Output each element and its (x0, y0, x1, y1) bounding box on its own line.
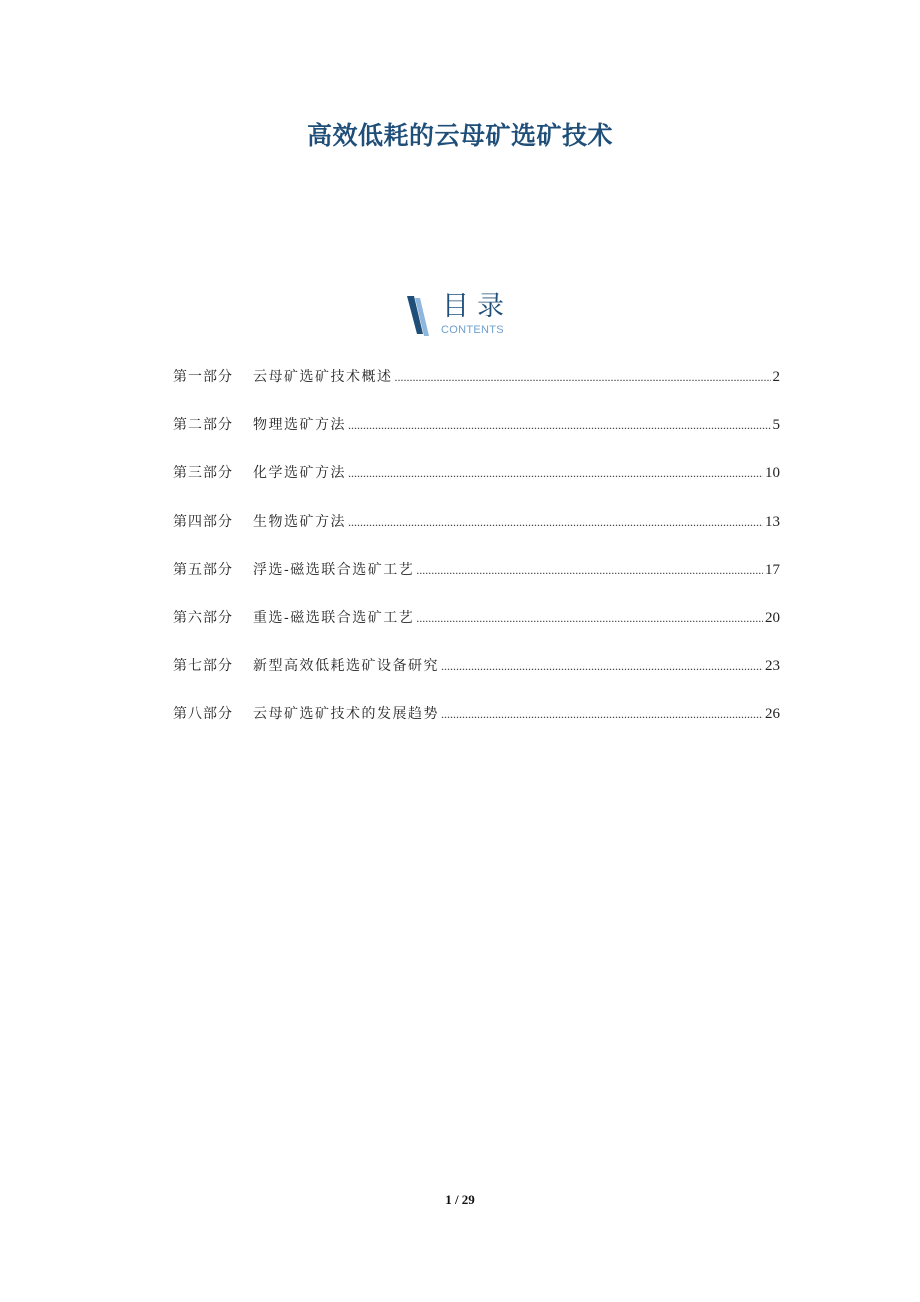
toc-title: 目录 (442, 291, 512, 322)
toc-list (173, 366, 780, 752)
toc-leader-dots (395, 370, 771, 385)
slanted-bars-icon (405, 294, 435, 338)
toc-entry-part: 第七部分 (173, 658, 233, 675)
toc-entry-title: 化学选矿方法 (253, 465, 346, 482)
toc-entry[interactable] (173, 607, 780, 655)
toc-entry-title: 新型高效低耗选矿设备研究 (253, 658, 439, 675)
toc-leader-dots (416, 563, 763, 578)
toc-entry-page: 23 (765, 658, 780, 675)
toc-entry[interactable] (173, 414, 780, 462)
document-title: 高效低耗的云母矿选矿技术 (306, 121, 613, 150)
toc-entry-part: 第四部分 (173, 513, 233, 530)
toc-entry-title: 生物选矿方法 (253, 513, 346, 530)
toc-entry-part: 第六部分 (173, 609, 233, 626)
toc-entry-page: 2 (772, 369, 780, 385)
toc-entry[interactable] (173, 655, 780, 703)
toc-leader-dots (441, 707, 763, 722)
toc-heading (405, 292, 535, 342)
toc-entry-part: 第二部分 (173, 417, 233, 434)
toc-entry[interactable] (173, 559, 780, 607)
toc-entry-page: 26 (765, 706, 780, 723)
toc-leader-dots (416, 611, 763, 626)
toc-entry[interactable] (173, 703, 780, 751)
toc-entry-page: 13 (765, 513, 780, 530)
toc-subtitle: CONTENTS (441, 324, 504, 336)
toc-entry-page: 17 (765, 561, 780, 578)
toc-entry-part: 第三部分 (173, 465, 233, 482)
toc-entry-part: 第一部分 (173, 369, 233, 385)
toc-entry-title: 物理选矿方法 (253, 417, 346, 434)
toc-leader-dots (441, 659, 763, 674)
toc-leader-dots (348, 466, 763, 481)
toc-entry[interactable] (173, 366, 780, 414)
toc-entry-title: 云母矿选矿技术概述 (253, 369, 393, 385)
page-number: 1 / 29 (445, 1192, 475, 1207)
toc-leader-dots (348, 418, 771, 433)
toc-entry-title: 重选-磁选联合选矿工艺 (253, 609, 415, 626)
toc-entry-part: 第八部分 (173, 706, 233, 723)
toc-entry-title: 云母矿选矿技术的发展趋势 (253, 706, 439, 723)
toc-entry-title: 浮选-磁选联合选矿工艺 (253, 561, 415, 578)
toc-entry-page: 5 (772, 417, 780, 434)
toc-entry[interactable] (173, 462, 780, 510)
toc-leader-dots (348, 515, 763, 530)
toc-entry-page: 10 (765, 465, 780, 482)
toc-entry-page: 20 (765, 609, 780, 626)
toc-entry[interactable] (173, 511, 780, 559)
toc-entry-part: 第五部分 (173, 561, 233, 578)
